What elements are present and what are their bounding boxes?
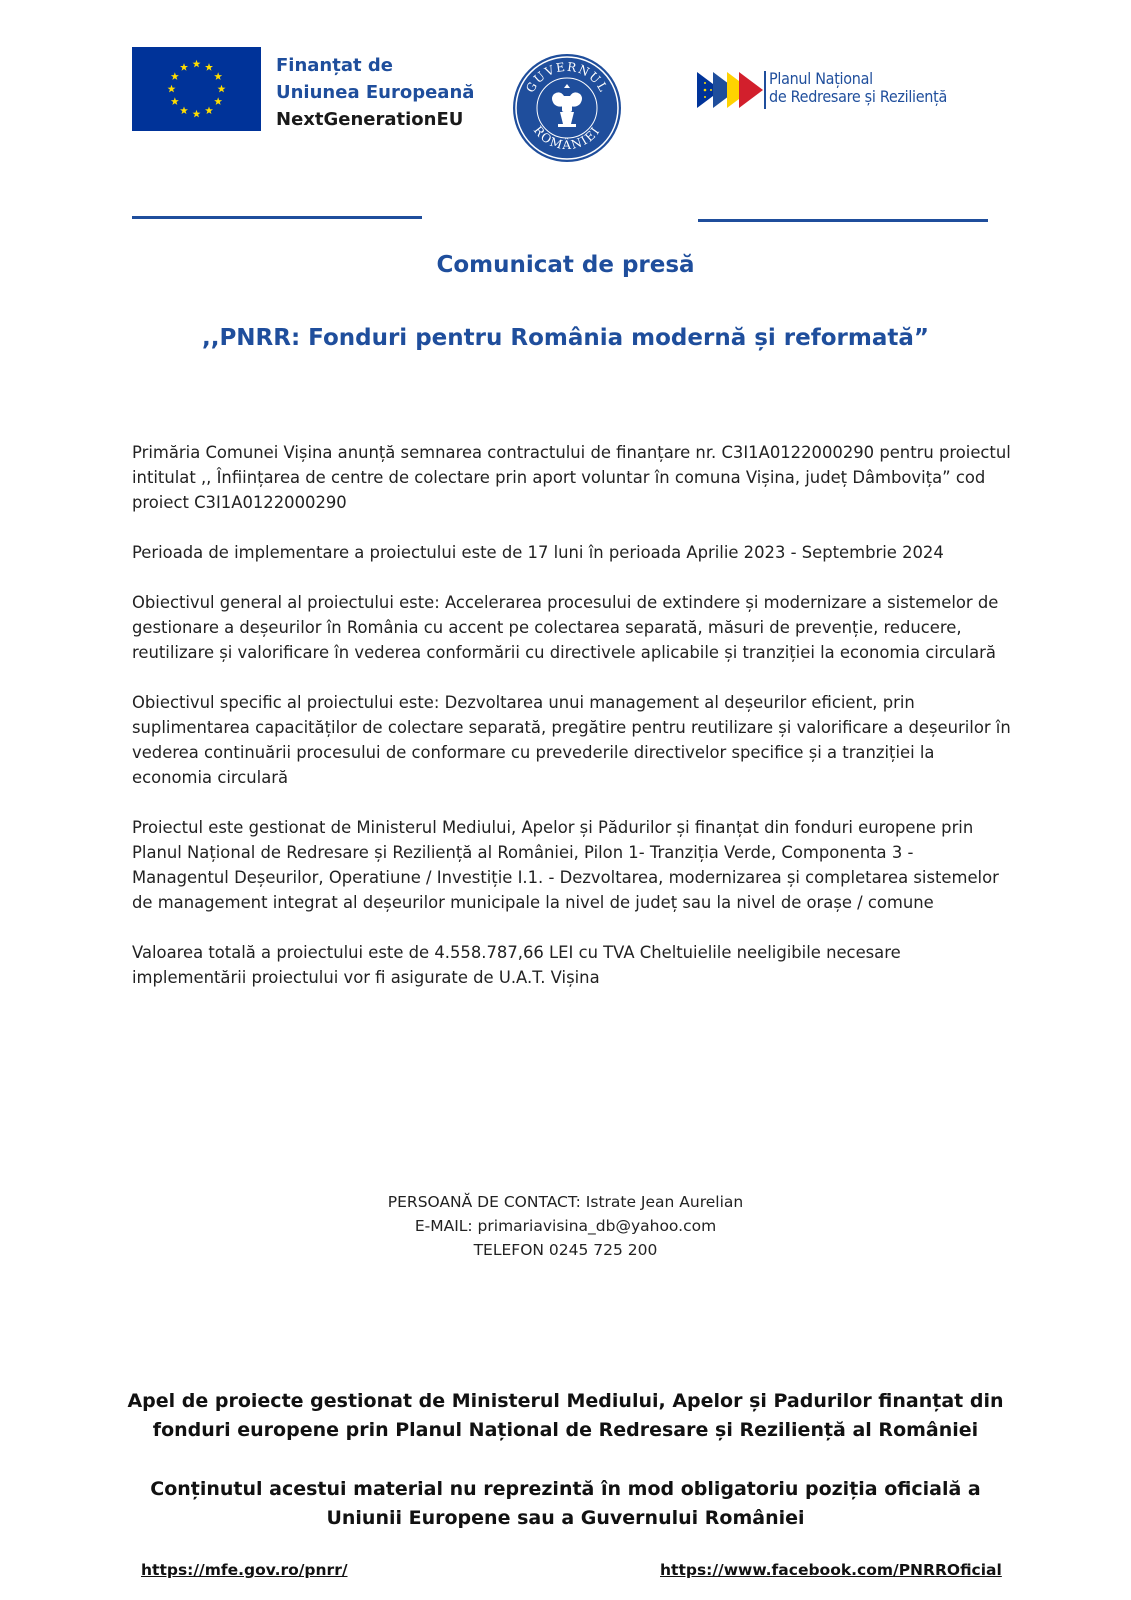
header-divider-left xyxy=(132,216,422,219)
page-title: Comunicat de presă xyxy=(436,252,695,278)
eu-stars-icon xyxy=(132,47,261,131)
eu-funding-line2: Uniunea Europeană xyxy=(276,82,475,103)
eu-funding-line3: NextGenerationEU xyxy=(276,109,464,130)
contact-person: PERSOANĂ DE CONTACT: Istrate Jean Aurelian xyxy=(387,1193,744,1211)
eu-star-icon xyxy=(171,72,179,80)
pnrr-line1: Planul Național xyxy=(769,69,873,88)
pnrr-line2: de Redresare și Reziliență xyxy=(769,87,947,106)
paragraph-value: Valoarea totală a proiectului este de 4.558.787,66 LEI cu TVA Cheltuielile neeligibile necesare implementării proiectului vor fi asigurate de U.A.T. Vișina xyxy=(132,943,901,987)
contact-phone: TELEFON 0245 725 200 xyxy=(473,1241,658,1259)
eu-star-icon xyxy=(193,110,201,118)
eu-star-icon xyxy=(214,72,222,80)
contact-email: E-MAIL: primariavisina_db@yahoo.com xyxy=(414,1217,717,1235)
eu-flag-logo xyxy=(132,47,261,131)
pnrr-label xyxy=(769,70,947,106)
eu-star-icon xyxy=(171,97,179,105)
footer-disclaimer: Conținutul acestui material nu reprezintă în mod obligatoriu poziția oficială a Uniunii Europene sau a Guvernului României xyxy=(150,1478,981,1529)
government-seal-logo xyxy=(510,52,624,164)
paragraph-general-objective: Obiectivul general al proiectului este: Accelerarea procesului de extindere și modernizare a sistemelor de gestionare a deșeurilor în România cu accent pe colectarea separată, măsuri de prevenție, reducere, reutilizare și valorificare în vederea conformării cu directivele aplicabile și tranziției la economia circulară xyxy=(132,593,999,662)
press-release-body xyxy=(132,440,1012,1015)
eu-star-icon xyxy=(193,60,201,68)
svg-text:GUVERNUL: GUVERNUL xyxy=(523,59,611,96)
page-subtitle: ,,PNRR: Fonduri pentru România modernă și reformată” xyxy=(201,325,930,351)
svg-text:ROMÂNIEI: ROMÂNIEI xyxy=(530,123,604,153)
footer-call-text: Apel de proiecte gestionat de Ministerul Mediului, Apelor și Padurilor finanțat din fonduri europene prin Planul Național de Redresare și Reziliență al României xyxy=(127,1390,1004,1441)
eu-star-icon xyxy=(205,63,213,71)
paragraph-management: Proiectul este gestionat de Ministerul Mediului, Apelor și Pădurilor și finanțat din fonduri europene prin Planul Național de Redresare și Reziliență al României, Pilon 1- Tranziția Verde, Componenta 3 - Managentul Deșeurilor, Operatiune / Investiție I.1. - Dezvoltarea, modernizarea și completarea sistemelor de management integrat al deșeurilor municipale la nivel de județ sau la nivel de orașe / comune xyxy=(132,818,999,912)
eu-star-icon xyxy=(168,85,176,93)
contact-block xyxy=(0,1190,1131,1262)
eu-funding-line1: Finanțat de xyxy=(276,55,393,76)
facebook-pnrr-link[interactable]: https://www.facebook.com/PNRROficial xyxy=(660,1561,1002,1579)
eu-star-icon xyxy=(218,85,226,93)
paragraph-specific-objective: Obiectivul specific al proiectului este: Dezvoltarea unui management al deșeurilor eficient, prin suplimentarea capacităților de colectare separată, pregătire pentru reutilizare și valorificare a deșeurilor în vederea continuării procesului de conformare cu prevederile directivelor specifice și a tranziției la economia circulară xyxy=(132,693,1011,787)
paragraph-contract: Primăria Comunei Vișina anunță semnarea contractului de finanțare nr. C3I1A0122000290 pentru proiectul intitulat ,, Înființarea de centre de colectare prin aport voluntar în comuna Vișina, județ Dâmbovița” cod proiect C3I1A0122000290 xyxy=(132,443,1011,512)
mfe-pnrr-link[interactable]: https://mfe.gov.ro/pnrr/ xyxy=(141,1561,348,1579)
paragraph-period: Perioada de implementare a proiectului este de 17 luni în perioada Aprilie 2023 - Septembrie 2024 xyxy=(132,543,944,562)
eu-star-icon xyxy=(180,106,188,114)
eu-funding-label xyxy=(276,52,474,133)
pnrr-arrows-icon xyxy=(697,69,767,111)
header-divider-right xyxy=(698,219,988,222)
eu-star-icon xyxy=(214,97,222,105)
eu-star-icon xyxy=(205,106,213,114)
eu-star-icon xyxy=(180,63,188,71)
